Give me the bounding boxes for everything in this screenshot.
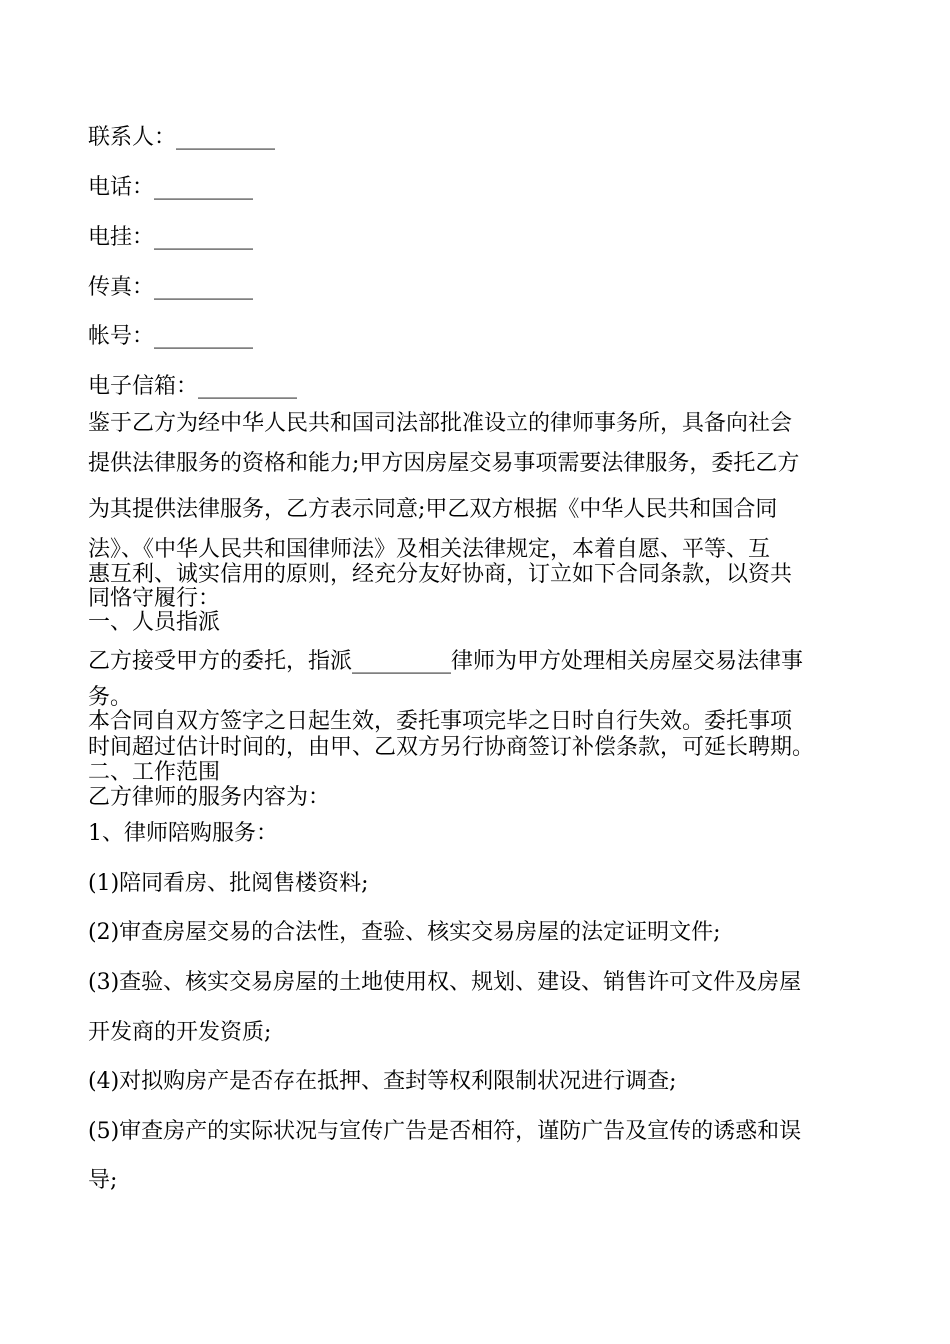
section-heading: 二、工作范围 xyxy=(88,760,221,785)
phone-field: 电话：_________ xyxy=(88,175,254,200)
section-heading: 一、人员指派 xyxy=(88,610,221,635)
preamble-line: 鉴于乙方为经中华人民共和国司法部批准设立的律师事务所，具备向社会 xyxy=(88,411,793,436)
body-line: 本合同自双方签字之日起生效，委托事项完毕之日时自行失效。委托事项 xyxy=(88,709,793,734)
list-item: (1)陪同看房、批阅售楼资料; xyxy=(88,871,369,896)
body-line: 时间超过估计时间的，由甲、乙双方另行协商签订补偿条款，可延长聘期。 xyxy=(88,735,815,760)
list-item: (3)查验、核实交易房屋的土地使用权、规划、建设、销售许可文件及房屋 xyxy=(88,970,802,995)
body-line: 乙方律师的服务内容为： xyxy=(88,785,331,810)
list-item: 开发商的开发资质; xyxy=(88,1020,272,1045)
contact-person-field: 联系人：_________ xyxy=(88,125,276,150)
fax-field: 传真：_________ xyxy=(88,275,254,300)
list-item: (5)审查房产的实际状况与宣传广告是否相符，谨防广告及宣传的诱惑和误 xyxy=(88,1119,802,1144)
preamble-line: 为其提供法律服务，乙方表示同意;甲乙双方根据《中华人民共和国合同 xyxy=(88,497,778,522)
list-item: 1、律师陪购服务： xyxy=(88,821,278,846)
account-field: 帐号：_________ xyxy=(88,324,254,349)
list-item: (4)对拟购房产是否存在抵押、查封等权利限制状况进行调查; xyxy=(88,1069,677,1094)
preamble-line: 同恪守履行： xyxy=(88,586,221,611)
preamble-line: 惠互利、诚实信用的原则，经充分友好协商，订立如下合同条款，以资共 xyxy=(88,562,793,587)
body-line: 务。 xyxy=(88,685,133,710)
list-item: 导; xyxy=(88,1168,118,1193)
telegraph-field: 电挂：_________ xyxy=(88,225,254,250)
preamble-line: 提供法律服务的资格和能力;甲方因房屋交易事项需要法律服务，委托乙方 xyxy=(88,451,800,476)
preamble-line: 法》、《中华人民共和国律师法》及相关法律规定，本着自愿、平等、互 xyxy=(88,537,771,562)
list-item: (2)审查房屋交易的合法性，查验、核实交易房屋的法定证明文件; xyxy=(88,920,721,945)
email-field: 电子信箱：_________ xyxy=(88,374,298,399)
body-line: 乙方接受甲方的委托，指派_________律师为甲方处理相关房屋交易法律事 xyxy=(88,649,804,674)
